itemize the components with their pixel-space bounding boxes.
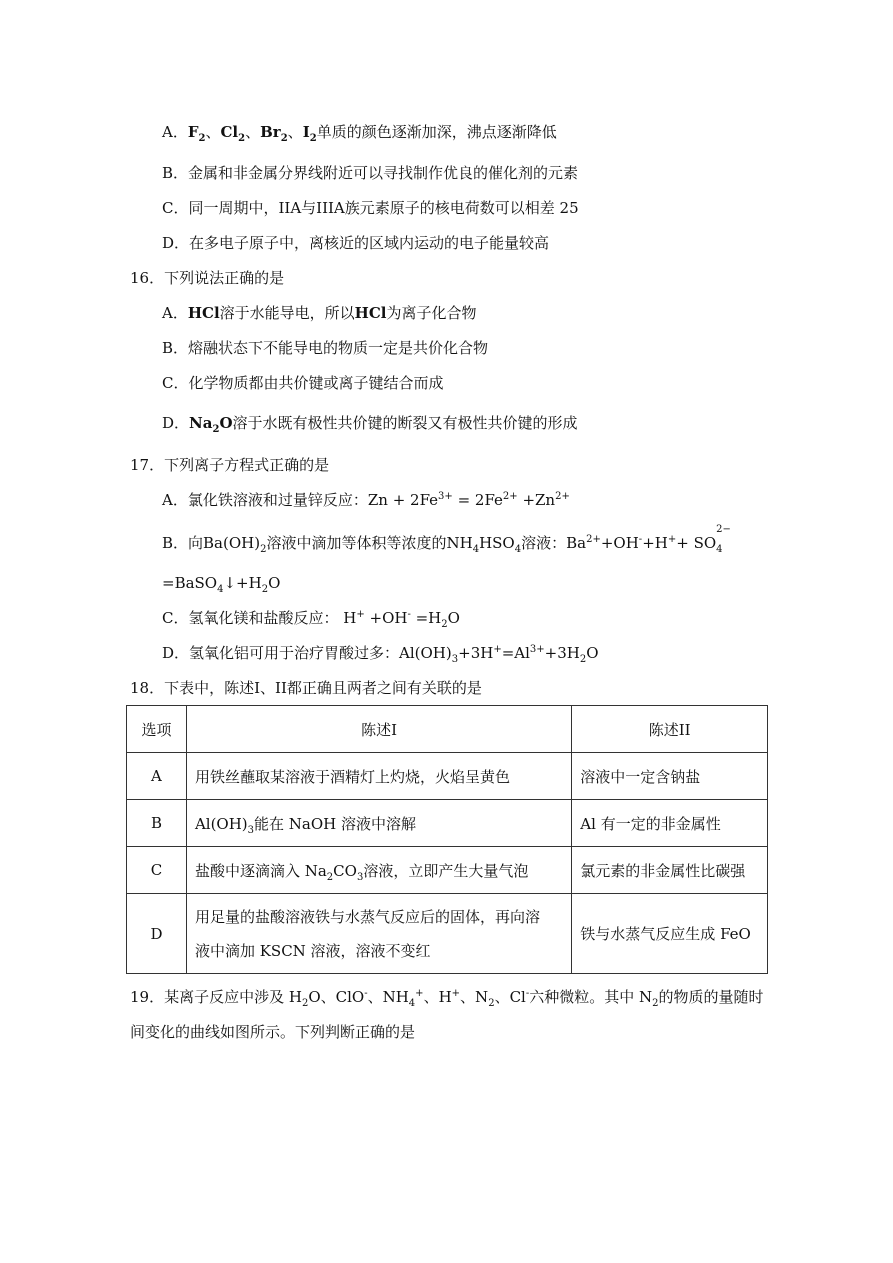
q15-option-c: C．同一周期中，IIA与IIIA族元素原子的核电荷数可以相差 25 [162, 199, 579, 217]
q18-stem: 18．下表中，陈述I、II都正确且两者之间有关联的是 [130, 679, 482, 697]
table-row [127, 894, 768, 974]
q17-option-b: B．向$Ba(OH)_2$溶液中滴加等体积等浓度的$NH_4HSO_4$溶液：$Ba^{2+}+OH^-+H^++$ SO $_{2- 4}$ [162, 524, 731, 555]
row-statement-2: 氯元素的非金属性比碳强 [572, 847, 768, 894]
row-statement-1: $Al(OH)_3$能在 NaOH 溶液中溶解 [186, 800, 571, 847]
row-option: D [127, 894, 187, 974]
header-statement-2: 陈述II [572, 706, 768, 753]
row-option: A [127, 753, 187, 800]
table-row [127, 753, 768, 800]
row-statement-1: 用铁丝蘸取某溶液于酒精灯上灼烧，火焰呈黄色 [186, 753, 571, 800]
q16-stem: 16．下列说法正确的是 [130, 269, 285, 287]
q18-table [126, 705, 768, 974]
q17-option-b-cont: $=BaSO_4↓+H_2O$ [162, 574, 281, 595]
q19-stem-line-2: 间变化的曲线如图所示。下列判断正确的是 [130, 1023, 416, 1041]
q16-option-b: B．熔融状态下不能导电的物质一定是共价化合物 [162, 339, 489, 357]
row-statement-1: 用足量的盐酸溶液铁与水蒸气反应后的固体，再向溶 液中滴加 KSCN 溶液，溶液不变红 [186, 894, 571, 974]
q17-option-d: D．氢氧化铝可用于治疗胃酸过多：$Al(OH)_3+3H^+=Al^{3+}+3H_2O$ [162, 644, 599, 665]
table-row [127, 847, 768, 894]
row-option: C [127, 847, 187, 894]
row-statement-2: 铁与水蒸气反应生成 FeO [572, 894, 768, 974]
row-statement-2: Al 有一定的非金属性 [572, 800, 768, 847]
header-statement-1: 陈述I [186, 706, 571, 753]
q16-option-a: A．HCl溶于水能导电，所以HCl为离子化合物 [162, 304, 477, 322]
q16-option-c: C．化学物质都由共价键或离子键结合而成 [162, 374, 444, 392]
row-option: B [127, 800, 187, 847]
q19-stem-line-1: 19．某离子反应中涉及 $H_2O$、ClO-、$NH_4^+$、H+、$N_2$、Cl-六种微粒。其中 $N_2$的物质的量随时 [130, 988, 764, 1009]
header-option: 选项 [127, 706, 187, 753]
q17-option-c: C．氢氧化镁和盐酸反应： $H^+ +OH^- =H_2O$ [162, 609, 460, 630]
q15-option-b: B．金属和非金属分界线附近可以寻找制作优良的催化剂的元素 [162, 164, 579, 182]
table-header-row [127, 706, 768, 753]
q15-option-a: A．$F_2$、$Cl_2$、$Br_2$、$I_2$单质的颜色逐渐加深，沸点逐渐降低 [162, 123, 557, 144]
q16-option-d: D．$Na_2O$溶于水既有极性共价键的断裂又有极性共价键的形成 [162, 414, 578, 435]
row-statement-1: 盐酸中逐滴滴入 $Na_2CO_3$溶液，立即产生大量气泡 [186, 847, 571, 894]
q17-option-a: A．氯化铁溶液和过量锌反应：$Zn + 2Fe^{3+} = 2Fe^{2+} +Zn^{2+}$ [162, 491, 570, 509]
table-row [127, 800, 768, 847]
q15-option-d: D．在多电子原子中，离核近的区域内运动的电子能量较高 [162, 234, 550, 252]
q17-stem: 17．下列离子方程式正确的是 [130, 456, 330, 474]
row-statement-2: 溶液中一定含钠盐 [572, 753, 768, 800]
